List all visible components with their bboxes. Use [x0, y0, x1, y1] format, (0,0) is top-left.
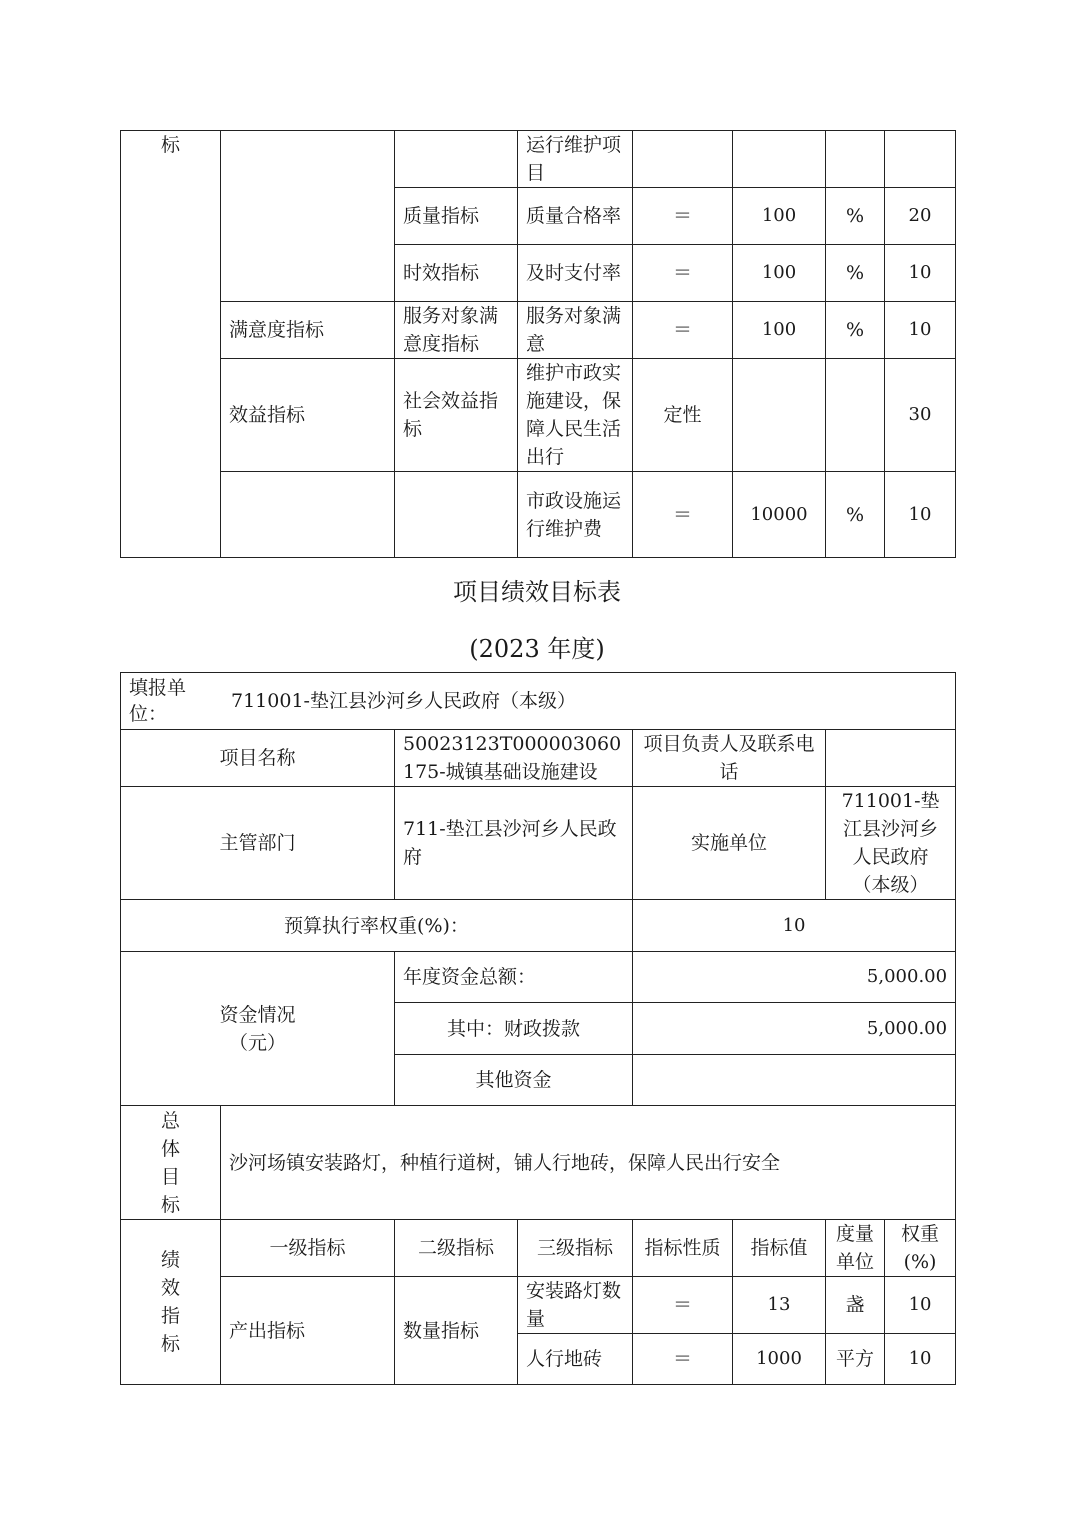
l2-cell: 社会效益指标: [395, 359, 518, 472]
l1-cell: [221, 472, 395, 558]
unit-cell: %: [826, 245, 885, 302]
l2-cell: [395, 472, 518, 558]
l2-cell: [395, 131, 518, 188]
impl-unit-value: 711001-垫江县沙河乡人民政府（本级）: [826, 787, 956, 900]
unit-cell: [826, 359, 885, 472]
reporting-unit-row: [121, 673, 956, 730]
l3-cell: 安装路灯数量: [518, 1277, 633, 1334]
nature-cell: [633, 131, 733, 188]
reporting-unit-label: 填报单位：: [129, 677, 187, 725]
value-cell: 100: [733, 188, 826, 245]
weight-cell: 20: [885, 188, 956, 245]
l2-cell: 数量指标: [395, 1277, 518, 1385]
weight-cell: 30: [885, 359, 956, 472]
weight-cell: 10: [885, 245, 956, 302]
reporting-unit-value: 711001-垫江县沙河乡人民政府（本级）: [231, 690, 576, 712]
l1-cell: 满意度指标: [221, 302, 395, 359]
l2-cell: 时效指标: [395, 245, 518, 302]
l3-cell: 质量合格率: [518, 188, 633, 245]
annual-total-label: 年度资金总额：: [395, 952, 633, 1003]
header-l2: 二级指标: [395, 1220, 518, 1277]
header-l1: 一级指标: [221, 1220, 395, 1277]
weight-cell: 10: [885, 1334, 956, 1385]
unit-cell: 盏: [826, 1277, 885, 1334]
header-nature: 指标性质: [633, 1220, 733, 1277]
performance-target-table: [120, 672, 956, 1385]
document-year: (2023 年度): [469, 635, 605, 663]
unit-cell: %: [826, 302, 885, 359]
contact-value: [826, 730, 956, 787]
l1-cell: [221, 131, 395, 302]
nature-cell: ＝: [633, 188, 733, 245]
unit-cell: 平方: [826, 1334, 885, 1385]
funds-label: 资金情况（元）: [121, 952, 395, 1106]
nature-cell: ＝: [633, 1334, 733, 1385]
l3-cell: 市政设施运行维护费: [518, 472, 633, 558]
l3-cell: 维护市政实施建设，保障人民生活出行: [518, 359, 633, 472]
l3-cell: 人行地砖: [518, 1334, 633, 1385]
weight-cell: 10: [885, 472, 956, 558]
indicator-side-label: 标: [121, 131, 221, 558]
overall-goal-label: 总体目标: [121, 1106, 221, 1220]
dept-label: 主管部门: [121, 787, 395, 900]
fiscal-funds-value: 5,000.00: [633, 1003, 956, 1055]
impl-unit-label: 实施单位: [633, 787, 826, 900]
fiscal-funds-label: 其中：财政拨款: [395, 1003, 633, 1055]
perf-indicator-label: 绩效指标: [121, 1220, 221, 1385]
unit-cell: %: [826, 472, 885, 558]
document-title: 项目绩效目标表: [453, 578, 621, 606]
header-value: 指标值: [733, 1220, 826, 1277]
l3-cell: 及时支付率: [518, 245, 633, 302]
l2-cell: 服务对象满意度指标: [395, 302, 518, 359]
nature-cell: 定性: [633, 359, 733, 472]
l1-cell: 效益指标: [221, 359, 395, 472]
header-weight: 权重(%): [885, 1220, 956, 1277]
unit-cell: [826, 131, 885, 188]
value-cell: 10000: [733, 472, 826, 558]
value-cell: 100: [733, 302, 826, 359]
value-cell: 100: [733, 245, 826, 302]
l3-cell: 运行维护项目: [518, 131, 633, 188]
dept-value: 711-垫江县沙河乡人民政府: [395, 787, 633, 900]
l3-cell: 服务对象满意: [518, 302, 633, 359]
value-cell: 13: [733, 1277, 826, 1334]
other-funds-label: 其他资金: [395, 1055, 633, 1106]
unit-cell: %: [826, 188, 885, 245]
project-name-label: 项目名称: [121, 730, 395, 787]
value-cell: [733, 359, 826, 472]
nature-cell: ＝: [633, 302, 733, 359]
weight-cell: 10: [885, 302, 956, 359]
value-cell: 1000: [733, 1334, 826, 1385]
budget-rate-label: 预算执行率权重(%)：: [121, 900, 633, 952]
value-cell: [733, 131, 826, 188]
nature-cell: ＝: [633, 1277, 733, 1334]
contact-label: 项目负责人及联系电话: [633, 730, 826, 787]
nature-cell: ＝: [633, 245, 733, 302]
project-name-value: 50023123T000003060175-城镇基础设施建设: [395, 730, 633, 787]
weight-cell: 10: [885, 1277, 956, 1334]
header-l3: 三级指标: [518, 1220, 633, 1277]
header-unit: 度量单位: [826, 1220, 885, 1277]
l2-cell: 质量指标: [395, 188, 518, 245]
weight-cell: [885, 131, 956, 188]
budget-rate-value: 10: [633, 900, 956, 952]
nature-cell: ＝: [633, 472, 733, 558]
performance-table-continued: [120, 130, 956, 558]
annual-total-value: 5,000.00: [633, 952, 956, 1003]
l1-cell: 产出指标: [221, 1277, 395, 1385]
overall-goal-value: 沙河场镇安装路灯，种植行道树，铺人行地砖，保障人民出行安全: [221, 1106, 956, 1220]
other-funds-value: [633, 1055, 956, 1106]
